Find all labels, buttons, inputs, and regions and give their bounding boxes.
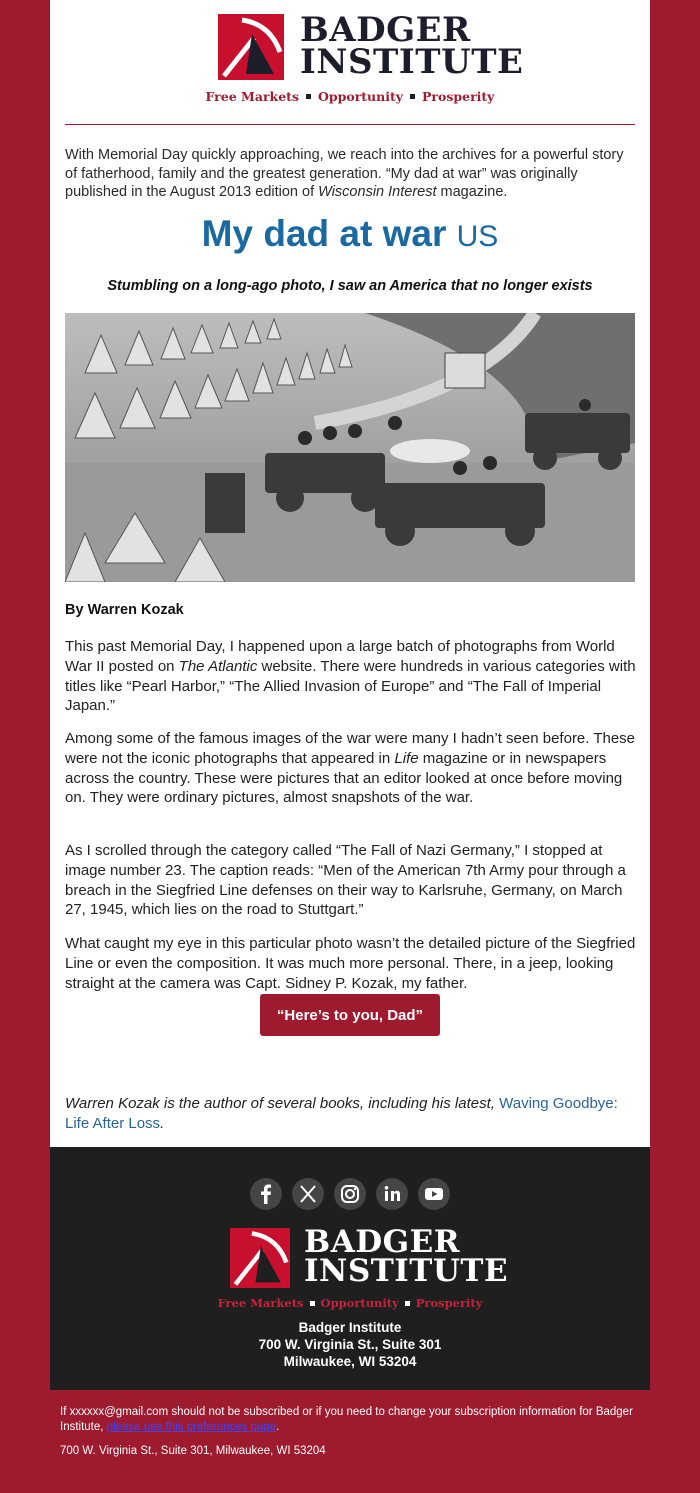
logo-wordmark: BADGER INSTITUTE bbox=[300, 10, 524, 82]
brand-tagline: Free Markets Opportunity Prosperity bbox=[205, 89, 495, 104]
badger-institute-logo[interactable] bbox=[218, 10, 524, 82]
footer-logo[interactable] bbox=[230, 1224, 509, 1289]
preferences-link[interactable]: please use this preferences page bbox=[106, 1421, 277, 1433]
x-icon[interactable] bbox=[292, 1178, 324, 1210]
article-title: My dad at war US bbox=[201, 213, 499, 254]
bottom-address: 700 W. Virginia St., Suite 301, Milwaukee, WI 53204 bbox=[60, 1445, 326, 1457]
article-paragraph: Among some of the famous images of the war were many I hadn’t seen before. These were not the iconic photographs that appeared in Life magazine or in newspapers across the country. These were pictures that an editor looked at once before moving on. They were ordinary pictures, almost snapshots of the war. bbox=[65, 730, 636, 807]
instagram-icon[interactable] bbox=[334, 1178, 366, 1210]
email-footer bbox=[50, 1147, 650, 1390]
book-link[interactable]: Waving Goodbye: Life After Loss bbox=[65, 1095, 618, 1132]
footer-tagline: Free Markets Opportunity Prosperity bbox=[217, 1296, 483, 1310]
logo-mark-icon bbox=[230, 1228, 290, 1288]
logo-mark-icon bbox=[218, 14, 284, 80]
author-bio: Warren Kozak is the author of several books, including his latest, Waving Goodbye: Life After Loss. bbox=[65, 1095, 618, 1132]
read-more-button[interactable]: “Here’s to you, Dad” bbox=[260, 994, 440, 1036]
divider bbox=[65, 124, 635, 125]
article-subtitle: Stumbling on a long-ago photo, I saw an America that no longer exists bbox=[107, 278, 593, 294]
subscription-notice: If xxxxxx@gmail.com should not be subscribed or if you need to change your subscription information for Badger Institute, please use this preferences page. bbox=[60, 1406, 633, 1433]
footer-address: Badger Institute 700 W. Virginia St., Suite 301 Milwaukee, WI 53204 bbox=[258, 1320, 442, 1369]
article-byline: By Warren Kozak bbox=[65, 602, 184, 618]
youtube-icon[interactable] bbox=[418, 1178, 450, 1210]
email-body bbox=[50, 0, 650, 1147]
article-paragraph: What caught my eye in this particular photo wasn’t the detailed picture of the Siegfried Line or even the composition. It was much more personal. There, in a jeep, looking straight at the camera was Capt. Sidney P. Kozak, my father. bbox=[65, 935, 636, 992]
article-photo bbox=[65, 313, 635, 582]
footer-logo-wordmark: BADGER INSTITUTE bbox=[304, 1224, 509, 1289]
linkedin-icon[interactable] bbox=[376, 1178, 408, 1210]
article-paragraph: As I scrolled through the category called “The Fall of Nazi Germany,” I stopped at image number 23. The caption reads: “Men of the American 7th Army pour through a breach in the Siegfried Line defenses on their way to Karlsruhe, Germany, on March 27, 1945, which lies on the road to Stuttgart.” bbox=[65, 842, 626, 919]
article-paragraph: This past Memorial Day, I happened upon a large batch of photographs from World War II posted on The Atlantic website. There were hundreds in various categories with titles like “Pearl Harbor,” “The Allied Invasion of Europe” and “The Fall of Imperial Japan.” bbox=[65, 638, 636, 715]
intro-text: With Memorial Day quickly approaching, we reach into the archives for a powerful story of fatherhood, family and the greatest generation. “My dad at war” was originally published in the August 2013 edition of Wisconsin Interest magazine. bbox=[65, 147, 624, 200]
facebook-icon[interactable] bbox=[250, 1178, 282, 1210]
